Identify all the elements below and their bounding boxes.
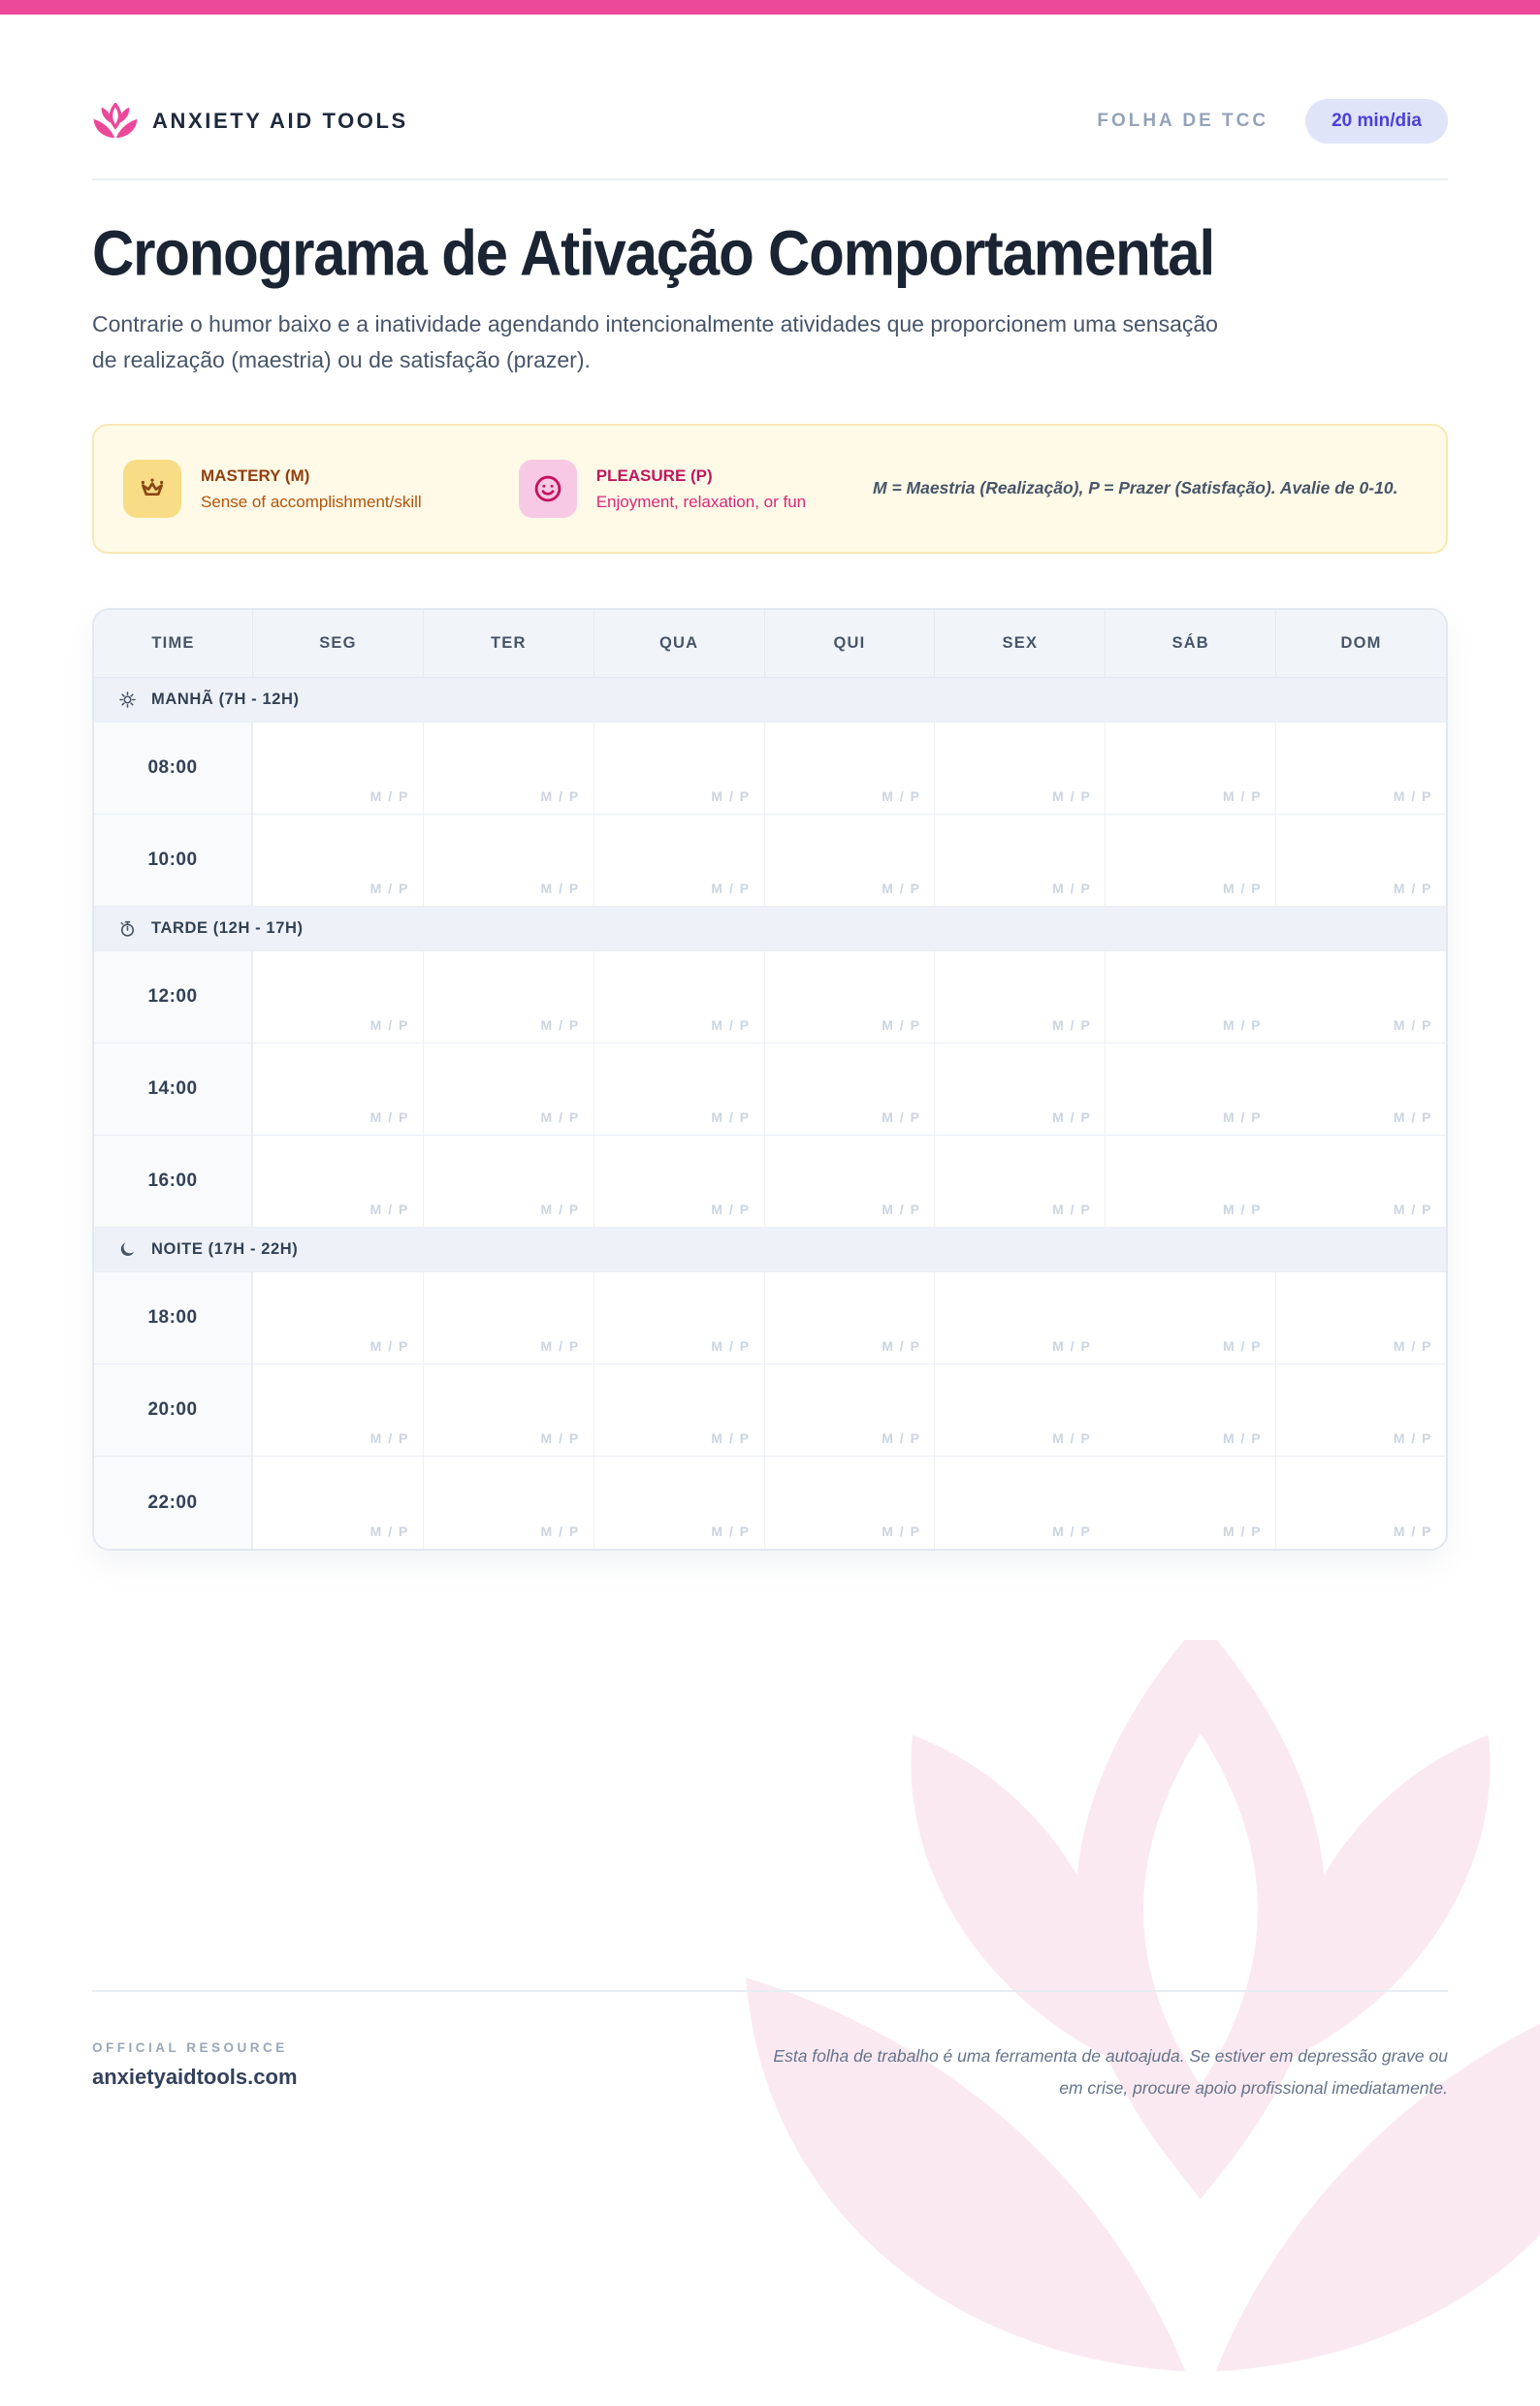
- mastery-tile: [123, 460, 181, 518]
- column-header-qui: QUI: [764, 610, 935, 678]
- cell-mp-placeholder: M / P: [540, 1109, 580, 1125]
- lotus-watermark-icon: [716, 1640, 1540, 2406]
- time-label: 18:00: [94, 1272, 252, 1364]
- schedule-cell[interactable]: [594, 815, 764, 907]
- schedule-cell[interactable]: [934, 722, 1105, 815]
- cell-mp-placeholder: M / P: [1052, 788, 1092, 804]
- cell-mp-placeholder: M / P: [1222, 1524, 1263, 1539]
- column-header-ter: TER: [423, 610, 594, 678]
- cell-mp-placeholder: M / P: [540, 1202, 580, 1217]
- schedule-cell[interactable]: [764, 951, 935, 1043]
- column-header-time: TIME: [94, 610, 252, 678]
- cell-mp-placeholder: M / P: [540, 1524, 580, 1539]
- schedule-table-wrap: [92, 608, 1448, 1551]
- schedule-cell[interactable]: [1105, 1364, 1275, 1457]
- schedule-cell[interactable]: [594, 1272, 764, 1364]
- schedule-cell[interactable]: [1275, 1457, 1446, 1549]
- column-header-sex: SEX: [934, 610, 1105, 678]
- schedule-cell[interactable]: [252, 722, 423, 815]
- cell-mp-placeholder: M / P: [882, 788, 921, 804]
- schedule-cell[interactable]: [423, 1457, 594, 1549]
- schedule-cell[interactable]: [764, 1272, 935, 1364]
- schedule-cell[interactable]: [1105, 1136, 1275, 1228]
- section-header: [94, 907, 1446, 951]
- schedule-cell[interactable]: [594, 1136, 764, 1228]
- schedule-cell[interactable]: [423, 1272, 594, 1364]
- cell-mp-placeholder: M / P: [1222, 1017, 1263, 1033]
- schedule-cell[interactable]: [594, 1457, 764, 1549]
- cell-mp-placeholder: M / P: [540, 1338, 580, 1354]
- schedule-cell[interactable]: [423, 1136, 594, 1228]
- cell-mp-placeholder: M / P: [369, 881, 409, 896]
- cell-mp-placeholder: M / P: [711, 1430, 751, 1446]
- schedule-cell[interactable]: [1105, 815, 1275, 907]
- cell-mp-placeholder: M / P: [1052, 1109, 1092, 1125]
- cell-mp-placeholder: M / P: [711, 1017, 751, 1033]
- section-label: MANHÃ (7H - 12H): [151, 690, 300, 708]
- schedule-cell[interactable]: [423, 1043, 594, 1136]
- schedule-cell[interactable]: [1275, 722, 1446, 815]
- smiley-icon: [531, 472, 564, 505]
- schedule-cell[interactable]: [764, 1457, 935, 1549]
- footer-disclaimer: Esta folha de trabalho é uma ferramenta de autoajuda. Se estiver em depressão grave ou em crise, procure apoio profissional imediatamente.: [773, 2046, 1448, 2099]
- schedule-cell[interactable]: [594, 1043, 764, 1136]
- cell-mp-placeholder: M / P: [1393, 1524, 1432, 1539]
- schedule-table: [94, 610, 1446, 1549]
- cell-mp-placeholder: M / P: [540, 881, 580, 896]
- schedule-cell[interactable]: [934, 815, 1105, 907]
- cell-mp-placeholder: M / P: [1052, 1017, 1092, 1033]
- cell-mp-placeholder: M / P: [1222, 1109, 1263, 1125]
- header-divider: [92, 178, 1448, 180]
- cell-mp-placeholder: M / P: [882, 1430, 921, 1446]
- schedule-cell[interactable]: [594, 951, 764, 1043]
- section-header: [94, 1228, 1446, 1272]
- schedule-cell[interactable]: [1105, 722, 1275, 815]
- time-label: 12:00: [94, 951, 252, 1043]
- cell-mp-placeholder: M / P: [1393, 1017, 1432, 1033]
- mastery-legend: [123, 460, 422, 518]
- schedule-cell[interactable]: [1275, 951, 1446, 1043]
- section-label: TARDE (12H - 17H): [151, 919, 304, 937]
- schedule-cell[interactable]: [934, 1364, 1105, 1457]
- schedule-cell[interactable]: [934, 1043, 1105, 1136]
- time-badge: 20 min/dia: [1305, 99, 1448, 144]
- column-header-sáb: SÁB: [1105, 610, 1275, 678]
- cell-mp-placeholder: M / P: [1052, 1202, 1092, 1217]
- cell-mp-placeholder: M / P: [711, 1338, 751, 1354]
- cell-mp-placeholder: M / P: [711, 1524, 751, 1539]
- cell-mp-placeholder: M / P: [540, 788, 580, 804]
- cell-mp-placeholder: M / P: [1222, 1338, 1263, 1354]
- schedule-cell[interactable]: [423, 951, 594, 1043]
- schedule-cell[interactable]: [934, 1272, 1105, 1364]
- cell-mp-placeholder: M / P: [882, 881, 921, 896]
- legend-note: M = Maestria (Realização), P = Prazer (Satisfação). Avalie de 0-10.: [873, 478, 1398, 498]
- schedule-cell[interactable]: [252, 951, 423, 1043]
- schedule-cell[interactable]: [764, 722, 935, 815]
- cell-mp-placeholder: M / P: [882, 1338, 921, 1354]
- cell-mp-placeholder: M / P: [369, 1338, 409, 1354]
- cell-mp-placeholder: M / P: [369, 1524, 409, 1539]
- cell-mp-placeholder: M / P: [1222, 788, 1263, 804]
- mastery-desc: Sense of accomplishment/skill: [201, 493, 422, 511]
- cell-mp-placeholder: M / P: [540, 1430, 580, 1446]
- brand: [92, 103, 408, 140]
- cell-mp-placeholder: M / P: [369, 1017, 409, 1033]
- sun-icon: [118, 690, 137, 709]
- cell-mp-placeholder: M / P: [1052, 881, 1092, 896]
- column-header-dom: DOM: [1275, 610, 1446, 678]
- schedule-cell[interactable]: [1275, 815, 1446, 907]
- schedule-cell[interactable]: [764, 1364, 935, 1457]
- cell-mp-placeholder: M / P: [1052, 1430, 1092, 1446]
- cell-mp-placeholder: M / P: [1222, 1202, 1263, 1217]
- legend-box: [92, 424, 1448, 554]
- time-label: 20:00: [94, 1364, 252, 1457]
- schedule-cell[interactable]: [423, 1364, 594, 1457]
- cell-mp-placeholder: M / P: [540, 1017, 580, 1033]
- schedule-cell[interactable]: [252, 1457, 423, 1549]
- pleasure-legend: [519, 460, 806, 518]
- cell-mp-placeholder: M / P: [882, 1202, 921, 1217]
- cell-mp-placeholder: M / P: [882, 1109, 921, 1125]
- accent-topbar: [0, 0, 1540, 15]
- schedule-cell[interactable]: [252, 1364, 423, 1457]
- schedule-cell[interactable]: [1275, 1043, 1446, 1136]
- time-label: 22:00: [94, 1457, 252, 1549]
- pleasure-desc: Enjoyment, relaxation, or fun: [595, 493, 807, 511]
- cell-mp-placeholder: M / P: [1393, 1338, 1432, 1354]
- mastery-label: MASTERY (M): [201, 465, 310, 485]
- schedule-cell[interactable]: [594, 1364, 764, 1457]
- crown-icon: [136, 472, 169, 505]
- cell-mp-placeholder: M / P: [369, 1430, 409, 1446]
- cell-mp-placeholder: M / P: [1222, 881, 1263, 896]
- cell-mp-placeholder: M / P: [711, 788, 751, 804]
- page-header: [92, 99, 1448, 144]
- column-header-qua: QUA: [594, 610, 764, 678]
- cell-mp-placeholder: M / P: [1393, 881, 1432, 896]
- pleasure-label: PLEASURE (P): [595, 465, 713, 485]
- schedule-cell[interactable]: [423, 722, 594, 815]
- time-label: 10:00: [94, 815, 252, 907]
- doc-type-label: FOLHA DE TCC: [1097, 111, 1269, 131]
- timer-icon: [118, 919, 137, 938]
- cell-mp-placeholder: M / P: [711, 1109, 751, 1125]
- cell-mp-placeholder: M / P: [1393, 1202, 1432, 1217]
- footer-kicker: OFFICIAL RESOURCE: [92, 2040, 288, 2055]
- schedule-cell[interactable]: [252, 1043, 423, 1136]
- footer-site-link[interactable]: anxietyaidtools.com: [92, 2065, 298, 2089]
- schedule-cell[interactable]: [1105, 951, 1275, 1043]
- page-title: Cronograma de Ativação Comportamental: [92, 217, 1214, 289]
- cell-mp-placeholder: M / P: [369, 788, 409, 804]
- schedule-cell[interactable]: [934, 951, 1105, 1043]
- moon-icon: [118, 1240, 137, 1259]
- schedule-cell[interactable]: [252, 815, 423, 907]
- cell-mp-placeholder: M / P: [882, 1524, 921, 1539]
- cell-mp-placeholder: M / P: [1393, 1430, 1432, 1446]
- section-header: [94, 678, 1446, 722]
- cell-mp-placeholder: M / P: [882, 1017, 921, 1033]
- time-label: 14:00: [94, 1043, 252, 1136]
- schedule-cell[interactable]: [1105, 1043, 1275, 1136]
- schedule-cell[interactable]: [934, 1136, 1105, 1228]
- schedule-cell[interactable]: [594, 722, 764, 815]
- cell-mp-placeholder: M / P: [369, 1202, 409, 1217]
- brand-name: ANXIETY AID TOOLS: [152, 109, 408, 133]
- cell-mp-placeholder: M / P: [1393, 788, 1432, 804]
- cell-mp-placeholder: M / P: [1393, 1109, 1432, 1125]
- section-label: NOITE (17H - 22H): [151, 1240, 299, 1258]
- schedule-cell[interactable]: [1275, 1272, 1446, 1364]
- schedule-cell[interactable]: [252, 1272, 423, 1364]
- time-label: 16:00: [94, 1136, 252, 1228]
- column-header-seg: SEG: [252, 610, 423, 678]
- cell-mp-placeholder: M / P: [711, 881, 751, 896]
- pleasure-tile: [519, 460, 577, 518]
- footer-divider: [92, 1990, 1448, 1992]
- schedule-cell[interactable]: [934, 1457, 1105, 1549]
- schedule-cell[interactable]: [1105, 1457, 1275, 1549]
- page-subtitle: Contrarie o humor baixo e a inatividade agendando intencionalmente atividades que proporcionem uma sensação de realização (maestria) ou de satisfação (prazer).: [92, 311, 1218, 373]
- lotus-logo-icon: [92, 103, 139, 140]
- schedule-cell[interactable]: [1275, 1136, 1446, 1228]
- schedule-cell[interactable]: [1275, 1364, 1446, 1457]
- cell-mp-placeholder: M / P: [1222, 1430, 1263, 1446]
- schedule-cell[interactable]: [252, 1136, 423, 1228]
- schedule-cell[interactable]: [764, 1136, 935, 1228]
- cell-mp-placeholder: M / P: [1052, 1338, 1092, 1354]
- cell-mp-placeholder: M / P: [1052, 1524, 1092, 1539]
- time-label: 08:00: [94, 722, 252, 815]
- schedule-cell[interactable]: [764, 815, 935, 907]
- cell-mp-placeholder: M / P: [369, 1109, 409, 1125]
- schedule-cell[interactable]: [764, 1043, 935, 1136]
- schedule-cell[interactable]: [423, 815, 594, 907]
- cell-mp-placeholder: M / P: [711, 1202, 751, 1217]
- schedule-cell[interactable]: [1105, 1272, 1275, 1364]
